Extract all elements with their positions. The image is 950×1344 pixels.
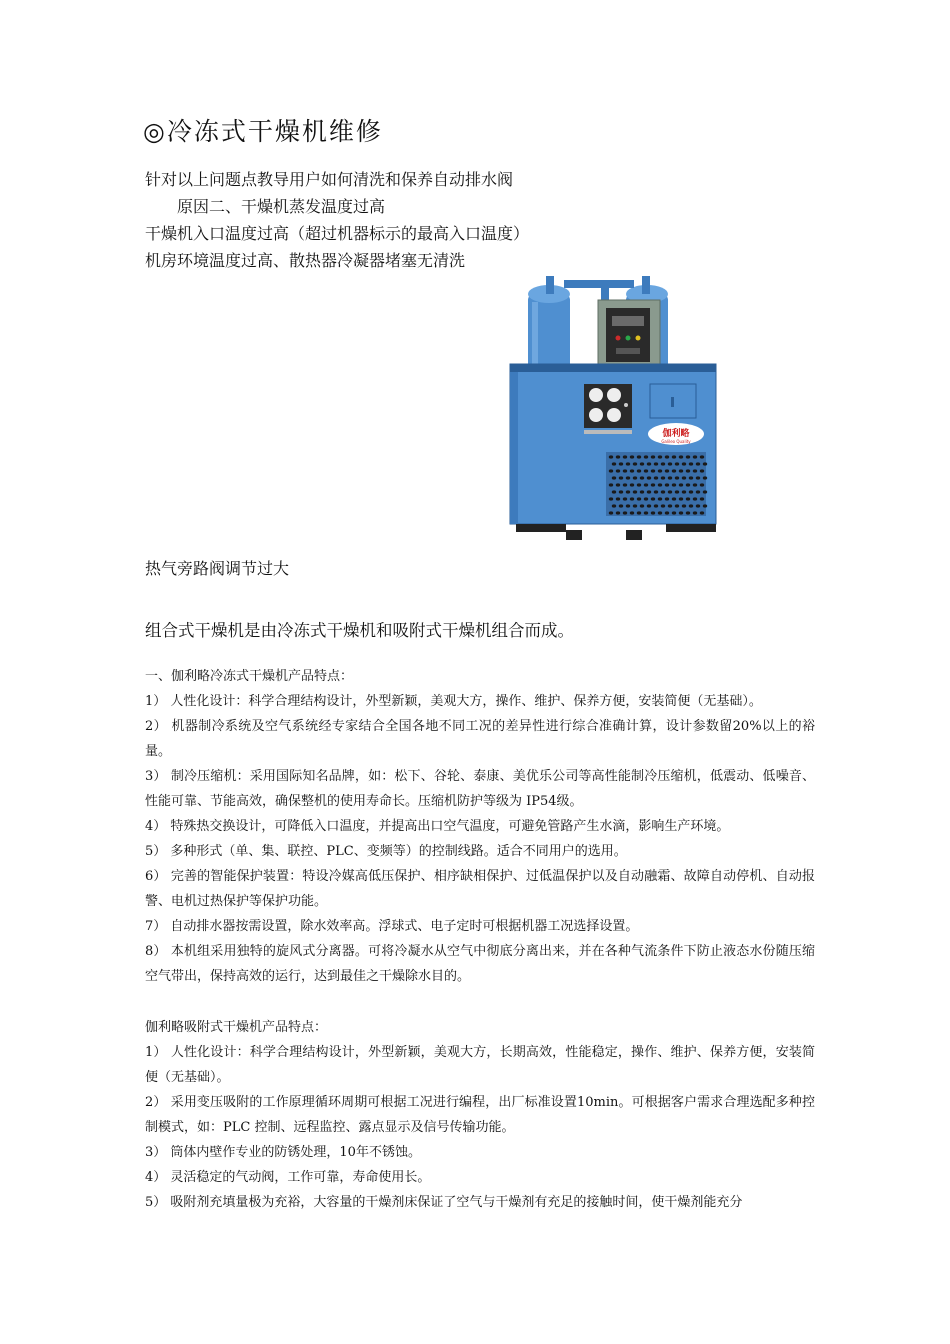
vent-hole (679, 455, 683, 458)
vent-hole (619, 490, 623, 493)
vent-hole (609, 511, 613, 514)
vent-hole (630, 497, 634, 500)
vent-hole (661, 462, 665, 465)
vent-hole (623, 455, 627, 458)
vent-hole (616, 497, 620, 500)
vent-hole (682, 504, 686, 507)
vent-hole (703, 476, 707, 479)
vent-hole (661, 490, 665, 493)
vent-hole (679, 511, 683, 514)
vent-hole (693, 469, 697, 472)
vent-hole (672, 511, 676, 514)
vent-hole (665, 469, 669, 472)
vent-hole (647, 504, 651, 507)
vent-hole (654, 490, 658, 493)
vent-hole (623, 483, 627, 486)
vent-hole (661, 476, 665, 479)
vent-hole (703, 504, 707, 507)
vent-hole (609, 455, 613, 458)
vent-hole (668, 476, 672, 479)
vent-hole (686, 483, 690, 486)
vent-hole (612, 490, 616, 493)
vent-hole (700, 469, 704, 472)
vent-hole (658, 455, 662, 458)
vent-hole (616, 469, 620, 472)
vent-hole (640, 476, 644, 479)
vent-hole (637, 511, 641, 514)
vent-hole (637, 497, 641, 500)
vent-hole (689, 504, 693, 507)
vent-hole (686, 497, 690, 500)
vent-hole (630, 483, 634, 486)
dryer-product-photo (506, 272, 728, 544)
vent-hole (665, 483, 669, 486)
vent-hole (700, 483, 704, 486)
vent-hole (668, 462, 672, 465)
feature-item: 3） 制冷压缩机：采用国际知名品牌，如：松下、谷轮、泰康、美优乐公司等高性能制冷压缩机，低震动、低噪音、性能可靠、节能高效，确保整机的使用寿命长。压缩机防护等级为 IP54级。 (145, 769, 815, 809)
combo-text: 组合式干燥机是由冷冻式干燥机和吸附式干燥机组合而成。 (145, 621, 574, 640)
vent-hole (654, 462, 658, 465)
feature-item: 1） 人性化设计：科学合理结构设计，外型新颖，美观大方，长期高效，性能稳定，操作、维护、保养方便，安装简便（无基础）。 (145, 1045, 815, 1085)
vent-hole (623, 469, 627, 472)
intro-line: 干燥机入口温度过高（超过机器标示的最高入口温度） (145, 224, 530, 243)
vent-hole (675, 504, 679, 507)
vent-hole (658, 511, 662, 514)
vent-hole (633, 476, 637, 479)
vent-hole (644, 497, 648, 500)
vent-hole (672, 455, 676, 458)
bypass-text: 热气旁路阀调节过大 (145, 559, 290, 578)
feature-item: 7） 自动排水器按需设置，除水效率高。浮球式、电子定时可根据机器工况选择设置。 (145, 919, 639, 934)
vent-hole (665, 497, 669, 500)
feature-item: 3） 筒体内壁作专业的防锈处理，10年不锈蚀。 (145, 1145, 421, 1160)
section-heading: 伽利略吸附式干燥机产品特点： (145, 1020, 328, 1035)
vent-hole (651, 511, 655, 514)
feature-item: 6） 完善的智能保护装置：特设冷媒高低压保护、相序缺相保护、过低温保护以及自动融霜、故障自动停机、自动报警、电机过热保护等保护功能。 (145, 869, 815, 909)
vent-hole (689, 490, 693, 493)
vent-hole (696, 504, 700, 507)
vent-hole (703, 462, 707, 465)
vent-hole (647, 490, 651, 493)
vent-hole (675, 462, 679, 465)
vent-hole (668, 490, 672, 493)
vent-hole (654, 476, 658, 479)
vent-hole (637, 483, 641, 486)
vent-hole (696, 462, 700, 465)
vent-hole (626, 490, 630, 493)
intro-line: 针对以上问题点教导用户如何清洗和保养自动排水阀 (145, 170, 514, 189)
vent-hole (665, 511, 669, 514)
feature-item: 2） 机器制冷系统及空气系统经专家结合全国各地不同工况的差异性进行综合准确计算，设计参数留20%以上的裕量。 (145, 719, 815, 759)
vent-hole (644, 483, 648, 486)
vent-hole (658, 497, 662, 500)
vent-hole (675, 476, 679, 479)
vent-hole (612, 504, 616, 507)
vent-hole (630, 469, 634, 472)
vent-hole (651, 455, 655, 458)
vent-hole (616, 483, 620, 486)
vent-hole (700, 455, 704, 458)
vent-hole (686, 511, 690, 514)
feature-item: 4） 灵活稳定的气动阀，工作可靠，寿命使用长。 (145, 1170, 431, 1185)
vent-hole (686, 469, 690, 472)
intro-line: 原因二、干燥机蒸发温度过高 (177, 197, 386, 216)
vent-hole (696, 476, 700, 479)
adsorption-dryer-features (145, 1015, 815, 1215)
vent-hole (633, 490, 637, 493)
vent-hole (619, 462, 623, 465)
vent-hole (700, 497, 704, 500)
vent-hole (679, 469, 683, 472)
vent-hole (640, 504, 644, 507)
vent-hole (703, 490, 707, 493)
vent-hole (619, 504, 623, 507)
vent-hole (658, 469, 662, 472)
vent-hole (679, 497, 683, 500)
vent-hole (633, 504, 637, 507)
intro-block (145, 166, 529, 274)
vent-hole (689, 476, 693, 479)
vent-hole (700, 511, 704, 514)
vent-hole (651, 469, 655, 472)
vent-hole (626, 476, 630, 479)
vent-hole (616, 511, 620, 514)
vent-hole (633, 462, 637, 465)
feature-item: 8） 本机组采用独特的旋风式分离器。可将冷凝水从空气中彻底分离出来，并在各种气流条件下防止液态水份随压缩空气带出，保持高效的运行，达到最佳之干燥除水目的。 (145, 944, 815, 984)
vent-hole (672, 483, 676, 486)
vent-hole (644, 469, 648, 472)
vent-hole (640, 490, 644, 493)
vent-hole (672, 497, 676, 500)
vent-hole (626, 462, 630, 465)
product-logo-subtext: Galileo Quality (661, 439, 691, 444)
vent-hole (616, 455, 620, 458)
vent-hole (665, 455, 669, 458)
vent-hole (672, 469, 676, 472)
vent-hole (630, 511, 634, 514)
product-logo-text: 伽利略 (662, 429, 690, 439)
feature-item: 5） 吸附剂充填量极为充裕，大容量的干燥剂床保证了空气与干燥剂有充足的接触时间，使干燥剂能充分 (145, 1195, 743, 1210)
vent-hole (693, 511, 697, 514)
vent-hole (647, 476, 651, 479)
vent-hole (612, 476, 616, 479)
vent-hole (609, 469, 613, 472)
page-title: ◎冷冻式干燥机维修 (143, 117, 383, 146)
vent-hole (686, 455, 690, 458)
feature-item: 1） 人性化设计：科学合理结构设计，外型新颖，美观大方，操作、维护、保养方便，安装简便（无基础）。 (145, 694, 762, 709)
vent-hole (658, 483, 662, 486)
vent-hole (668, 504, 672, 507)
vent-hole (619, 476, 623, 479)
feature-item: 5） 多种形式（单、集、联控、PLC、变频等）的控制线路。适合不同用户的选用。 (145, 844, 627, 859)
vent-hole (644, 511, 648, 514)
refrigerated-dryer-features (145, 664, 815, 989)
vent-hole (637, 455, 641, 458)
vent-hole (693, 497, 697, 500)
vent-hole (609, 483, 613, 486)
vent-hole (640, 462, 644, 465)
vent-hole (682, 462, 686, 465)
feature-item: 2） 采用变压吸附的工作原理循环周期可根据工况进行编程，出厂标准设置10min。可根据客户需求合理选配多种控制模式，如：PLC 控制、远程监控、露点显示及信号传输功能。 (145, 1095, 815, 1135)
vent-hole (689, 462, 693, 465)
vent-hole (651, 497, 655, 500)
vent-hole (679, 483, 683, 486)
vent-hole (693, 483, 697, 486)
vent-hole (651, 483, 655, 486)
vent-hole (612, 462, 616, 465)
vent-hole (647, 462, 651, 465)
vent-hole (682, 476, 686, 479)
vent-hole (696, 490, 700, 493)
vent-hole (609, 497, 613, 500)
vent-hole (626, 504, 630, 507)
vent-hole (654, 504, 658, 507)
vent-hole (630, 455, 634, 458)
vent-hole (682, 490, 686, 493)
vent-hole (693, 455, 697, 458)
vent-hole (623, 497, 627, 500)
intro-line: 机房环境温度过高、散热器冷凝器堵塞无清洗 (145, 251, 466, 270)
vent-hole (644, 455, 648, 458)
vent-hole (637, 469, 641, 472)
feature-item: 4） 特殊热交换设计，可降低入口温度，并提高出口空气温度，可避免管路产生水滴，影响生产环境。 (145, 819, 730, 834)
vent-hole (623, 511, 627, 514)
vent-hole (661, 504, 665, 507)
vent-hole (675, 490, 679, 493)
section-heading: 一、伽利略冷冻式干燥机产品特点： (145, 669, 354, 684)
